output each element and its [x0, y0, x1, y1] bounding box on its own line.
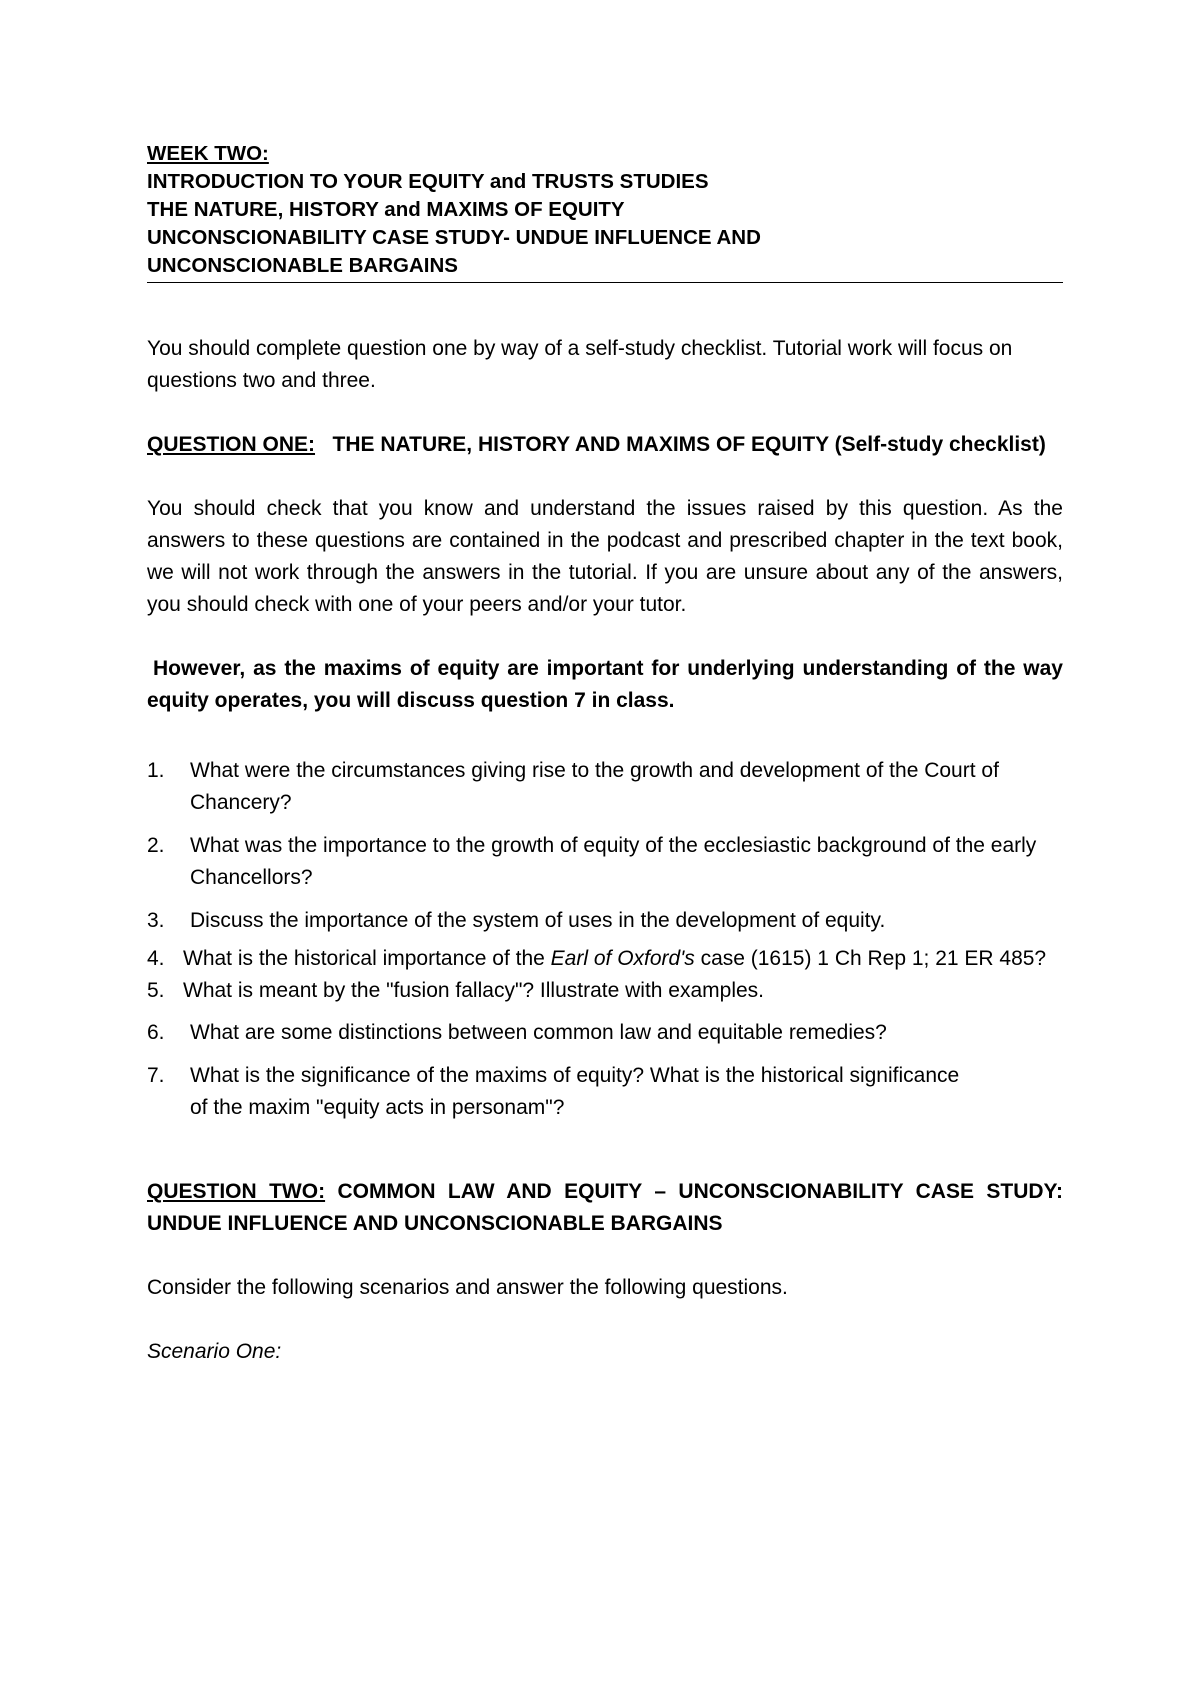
list-item: [147, 1017, 1063, 1049]
document-page: [147, 140, 1063, 1368]
list-item: [147, 830, 1063, 894]
question-two-title: COMMON LAW AND EQUITY – UNCONSCIONABILITY CASE STUDY: UNDUE INFLUENCE AND UNCONSCIONABLE BARGAINS: [147, 1180, 1063, 1235]
intro-paragraph: You should complete question one by way of a self-study checklist. Tutorial work will focus on questions two and three.: [147, 337, 1013, 392]
list-text: What are some distinctions between common law and equitable remedies?: [190, 1021, 887, 1044]
list-number: 1.: [147, 759, 165, 782]
week-heading: WEEK TWO:: [147, 142, 269, 165]
list-number: 3.: [147, 909, 165, 932]
document-header: [147, 140, 1063, 283]
list-number: 2.: [147, 834, 165, 857]
list-text-pre: What is the historical importance of the: [183, 947, 551, 970]
list-text: Discuss the importance of the system of uses in the development of equity.: [190, 909, 886, 932]
list-text: What is the significance of the maxims of equity? What is the historical significance of the maxim "equity acts in personam"?: [190, 1064, 960, 1119]
list-number: 7.: [147, 1064, 165, 1087]
list-number: 6.: [147, 1021, 165, 1044]
case-name: Earl of Oxford's: [550, 947, 695, 970]
question-one-heading: [147, 429, 1063, 461]
list-text: What was the importance to the growth of equity of the ecclesiastic background of the early Chancellors?: [190, 834, 1037, 889]
list-number: 4.: [147, 947, 165, 970]
question-two-heading: [147, 1176, 1063, 1240]
header-line-3: UNCONSCIONABILITY CASE STUDY- UNDUE INFLUENCE AND: [147, 226, 761, 249]
header-line-4: UNCONSCIONABLE BARGAINS: [147, 254, 458, 277]
list-text-post: case (1615) 1 Ch Rep 1; 21 ER 485?: [694, 947, 1047, 970]
list-item: [147, 905, 1063, 937]
question-one-paragraph: You should check that you know and understand the issues raised by this question. As the answers to these questions are contained in the podcast and prescribed chapter in the text book, we will not work through the answers in the tutorial. If you are unsure about any of the answers, you should check with one of your peers and/or your tutor.: [147, 497, 1063, 616]
list-text: What is meant by the "fusion fallacy"? Illustrate with examples.: [183, 979, 764, 1002]
list-item: [147, 943, 1063, 975]
question-one-label: QUESTION ONE:: [147, 433, 316, 456]
question-one-list: [147, 755, 1063, 1124]
scenario-one-heading: Scenario One:: [147, 1340, 282, 1363]
header-line-2: THE NATURE, HISTORY and MAXIMS OF EQUITY: [147, 198, 625, 221]
list-number: 5.: [147, 979, 165, 1002]
question-one-emphasis: However, as the maxims of equity are important for underlying understanding of the way equity operates, you will discuss question 7 in class.: [147, 657, 1063, 712]
list-item: [147, 1060, 1063, 1124]
list-item: [147, 755, 1063, 819]
list-item: [147, 975, 1063, 1007]
header-line-1: INTRODUCTION TO YOUR EQUITY and TRUSTS STUDIES: [147, 170, 709, 193]
question-two-instruction: Consider the following scenarios and answer the following questions.: [147, 1276, 788, 1299]
question-one-title: THE NATURE, HISTORY AND MAXIMS OF EQUITY (Self-study checklist): [332, 433, 1046, 456]
question-two-label: QUESTION TWO:: [147, 1180, 326, 1203]
list-text: What were the circumstances giving rise to the growth and development of the Court of Chancery?: [190, 759, 999, 814]
